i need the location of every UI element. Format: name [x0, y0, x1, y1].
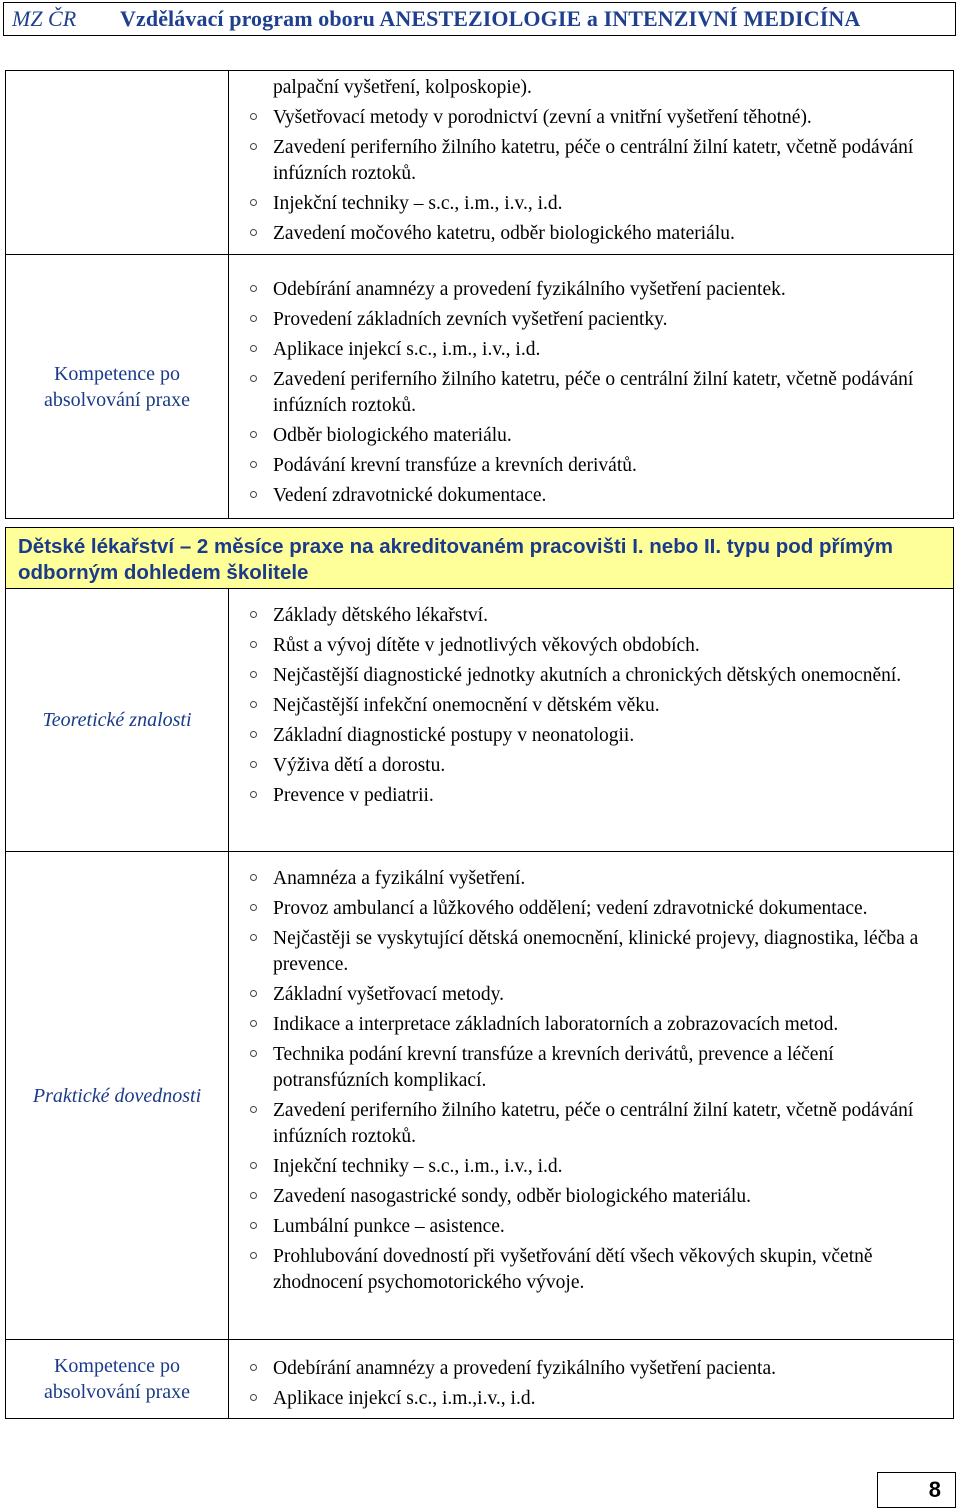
header-ministry: MZ ČR	[12, 6, 77, 31]
table-row-theory	[5, 588, 954, 852]
list-text: Základní vyšetřovací metody.	[273, 984, 505, 1005]
table-row-competence-1	[5, 254, 954, 519]
list-item	[247, 896, 947, 922]
bullet-icon	[250, 641, 257, 648]
bullet-icon	[250, 1394, 257, 1401]
list-item	[247, 75, 947, 101]
list-item	[247, 307, 947, 333]
page-header	[3, 2, 956, 36]
list-item	[247, 191, 947, 217]
bullet-icon	[250, 431, 257, 438]
list-text: Zavedení nasogastrické sondy, odběr biologického materiálu.	[273, 1186, 751, 1207]
list-item	[247, 367, 947, 419]
list-item	[247, 663, 947, 689]
list-item	[247, 783, 947, 809]
bullet-icon	[250, 731, 257, 738]
list-item	[247, 135, 947, 187]
list-item	[247, 1098, 947, 1150]
list-text: Nejčastější infekční onemocnění v dětském věku.	[273, 695, 660, 716]
list-item	[247, 1244, 947, 1296]
list-text: Odebírání anamnézy a provedení fyzikálního vyšetření pacientek.	[273, 279, 786, 300]
list-text: Prevence v pediatrii.	[273, 785, 434, 806]
bullet-icon	[250, 491, 257, 498]
bullet-icon	[250, 904, 257, 911]
row-label-empty	[6, 71, 229, 254]
list-text: Lumbální punkce – asistence.	[273, 1216, 505, 1237]
list-item	[247, 105, 947, 131]
bullet-icon	[250, 199, 257, 206]
bullet-icon	[250, 229, 257, 236]
list-text: Odběr biologického materiálu.	[273, 425, 512, 446]
list-item	[247, 1154, 947, 1180]
list-text: Aplikace injekcí s.c., i.m., i.v., i.d.	[273, 339, 541, 360]
list-text: Výživa dětí a dorostu.	[273, 755, 446, 776]
list-item	[247, 633, 947, 659]
bullet-icon	[250, 701, 257, 708]
bullet-icon	[250, 1192, 257, 1199]
list-item	[247, 1012, 947, 1038]
list-text: Zavedení periferního žilního katetru, péče o centrální žilní katetr, včetně podávání infúzních roztoků.	[273, 1100, 914, 1147]
list-item	[247, 1214, 947, 1240]
page-number: 8	[877, 1472, 956, 1508]
table-row-continuation	[5, 70, 954, 255]
list-item	[247, 277, 947, 303]
list-text: palpační vyšetření, kolposkopie).	[273, 77, 532, 98]
bullet-icon	[250, 143, 257, 150]
table-row-competence-2	[5, 1339, 954, 1419]
row-label: Kompetence po absolvování praxe	[6, 255, 229, 518]
list-item	[247, 603, 947, 629]
table-row-skills	[5, 851, 954, 1340]
bullet-icon	[250, 345, 257, 352]
row-label: Teoretické znalosti	[6, 589, 229, 851]
list-text: Vedení zdravotnické dokumentace.	[273, 485, 547, 506]
list-text: Prohlubování dovedností při vyšetřování dětí všech věkových skupin, včetně zhodnocení psychomotorického vývoje.	[273, 1246, 873, 1293]
bullet-icon	[250, 1222, 257, 1229]
list-item	[247, 221, 947, 247]
bullet-icon	[250, 315, 257, 322]
bullet-icon	[250, 1162, 257, 1169]
list-item	[247, 866, 947, 892]
row-label: Praktické dovednosti	[6, 852, 229, 1339]
list-item	[247, 1042, 947, 1094]
list-text: Aplikace injekcí s.c., i.m.,i.v., i.d.	[273, 1388, 536, 1409]
list-item	[247, 723, 947, 749]
list-item	[247, 453, 947, 479]
bullet-icon	[250, 934, 257, 941]
list-text: Provedení základních zevních vyšetření pacientky.	[273, 309, 668, 330]
bullet-icon	[250, 1106, 257, 1113]
list-item	[247, 926, 947, 978]
list-text: Základní diagnostické postupy v neonatologii.	[273, 725, 635, 746]
bullet-icon	[250, 375, 257, 382]
list-item	[247, 753, 947, 779]
bullet-icon	[250, 874, 257, 881]
bullet-icon	[250, 611, 257, 618]
row-label: Kompetence po absolvování praxe	[6, 1340, 229, 1418]
list-text: Vyšetřovací metody v porodnictví (zevní a vnitřní vyšetření těhotné).	[273, 107, 812, 128]
list-text: Podávání krevní transfúze a krevních derivátů.	[273, 455, 637, 476]
list-item	[247, 693, 947, 719]
list-item	[247, 337, 947, 363]
list-text: Nejčastější diagnostické jednotky akutních a chronických dětských onemocnění.	[273, 665, 902, 686]
header-title: Vzdělávací program oboru ANESTEZIOLOGIE a INTENZIVNÍ MEDICÍNA	[120, 6, 861, 31]
bullet-icon	[250, 461, 257, 468]
bullet-icon	[250, 1050, 257, 1057]
list-item	[247, 1184, 947, 1210]
bullet-icon	[250, 285, 257, 292]
bullet-icon	[250, 761, 257, 768]
list-item	[247, 982, 947, 1008]
list-item	[247, 1386, 947, 1412]
list-text: Zavedení periferního žilního katetru, péče o centrální žilní katetr, včetně podávání infúzních roztoků.	[273, 137, 914, 184]
list-text: Injekční techniky – s.c., i.m., i.v., i.d.	[273, 193, 563, 214]
bullet-icon	[250, 113, 257, 120]
bullet-icon	[250, 1364, 257, 1371]
list-text: Injekční techniky – s.c., i.m., i.v., i.d.	[273, 1156, 563, 1177]
list-text: Základy dětského lékařství.	[273, 605, 488, 626]
list-item	[247, 423, 947, 449]
list-text: Zavedení močového katetru, odběr biologického materiálu.	[273, 223, 735, 244]
section-title: Dětské lékařství – 2 měsíce praxe na akreditovaném pracovišti I. nebo II. typu pod přímým odborným dohledem školitele	[5, 527, 954, 589]
bullet-icon	[250, 1252, 257, 1259]
bullet-icon	[250, 671, 257, 678]
list-text: Odebírání anamnézy a provedení fyzikálního vyšetření pacienta.	[273, 1358, 777, 1379]
list-text: Zavedení periferního žilního katetru, péče o centrální žilní katetr, včetně podávání infúzních roztoků.	[273, 369, 914, 416]
list-text: Anamnéza a fyzikální vyšetření.	[273, 868, 526, 889]
list-item	[247, 1356, 947, 1382]
list-text: Nejčastěji se vyskytující dětská onemocnění, klinické projevy, diagnostika, léčba a prevence.	[273, 928, 919, 975]
list-text: Indikace a interpretace základních laboratorních a zobrazovacích metod.	[273, 1014, 839, 1035]
bullet-icon	[250, 791, 257, 798]
bullet-icon	[250, 990, 257, 997]
bullet-icon	[250, 1020, 257, 1027]
list-text: Růst a vývoj dítěte v jednotlivých věkových obdobích.	[273, 635, 700, 656]
list-item	[247, 483, 947, 509]
list-text: Provoz ambulancí a lůžkového oddělení; vedení zdravotnické dokumentace.	[273, 898, 868, 919]
list-text: Technika podání krevní transfúze a krevních derivátů, prevence a léčení potransfúzních komplikací.	[273, 1044, 834, 1091]
